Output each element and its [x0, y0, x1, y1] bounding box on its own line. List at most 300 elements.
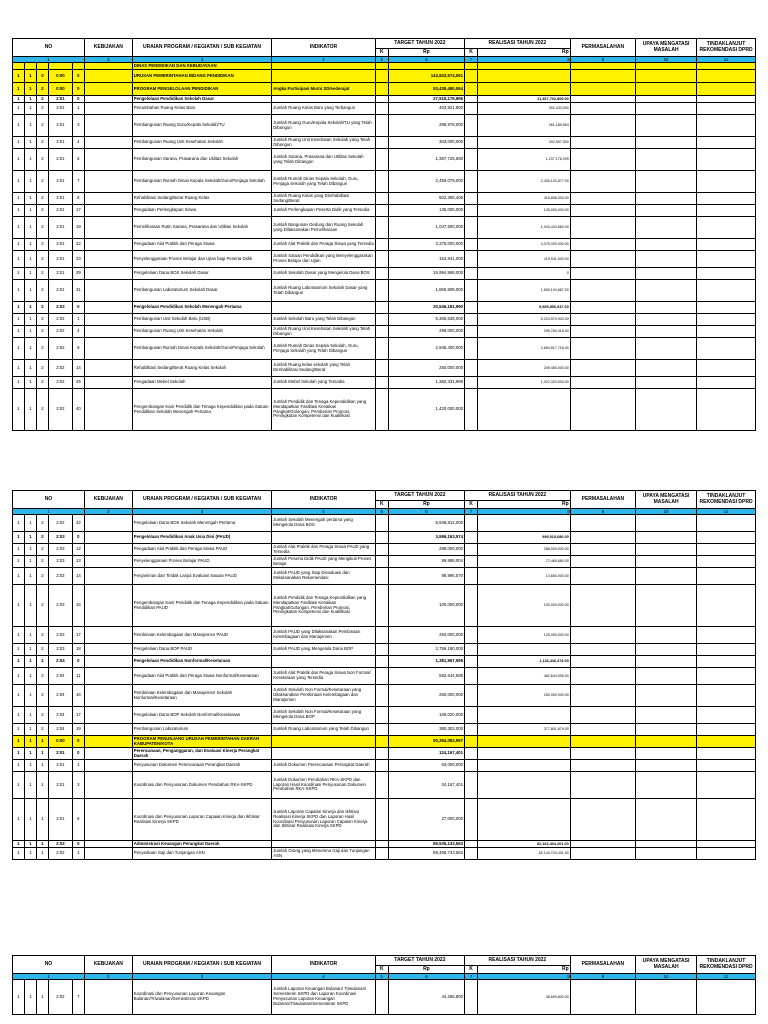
- indikator-cell: Jumlah Alat Praktik dan Peraga Siswa PAUD yang Tersedia: [272, 544, 375, 556]
- col-header-realisasi-rp: Rp: [478, 49, 571, 57]
- target-k-cell: [375, 799, 388, 841]
- uraian-cell: Koordinasi dan Penyusunan Dokumen Perubahan RKA-SKPD: [132, 772, 271, 799]
- permasalahan-cell: [570, 280, 635, 302]
- code-cell: 1: [13, 668, 25, 685]
- target-k-cell: [375, 338, 388, 360]
- target-k-cell: [375, 748, 388, 760]
- realisasi-k-cell: [465, 668, 478, 685]
- code-cell: 31: [72, 280, 84, 302]
- code-cell: [24, 63, 36, 70]
- uraian-cell: Pembangunan Laboratorium: [132, 724, 271, 736]
- uraian-cell: Rehabilitasi Sedang/Berat Ruang Kelas: [132, 193, 271, 205]
- target-rp-cell: 582,644,595: [388, 668, 464, 685]
- upaya-cell: [636, 268, 697, 280]
- realisasi-k-cell: [465, 377, 478, 389]
- col-index: 3: [132, 509, 271, 515]
- realisasi-k-cell: [465, 360, 478, 377]
- upaya-cell: [636, 772, 697, 799]
- kebijakan-cell: [84, 377, 132, 389]
- table-row: [13, 685, 756, 707]
- indikator-cell: [272, 96, 375, 103]
- code-cell: 1: [24, 556, 36, 568]
- col-index: 11: [697, 57, 756, 63]
- code-cell: 2: [36, 302, 48, 314]
- col-header-realisasi-k: K: [465, 966, 478, 974]
- kebijakan-cell: [84, 748, 132, 760]
- code-cell: 1: [13, 707, 25, 724]
- realisasi-k-cell: [465, 314, 478, 326]
- col-header-target-k: K: [375, 501, 388, 509]
- realisasi-rp-cell: 377,801,679.00: [478, 724, 571, 736]
- tindaklanjut-cell: [697, 302, 756, 314]
- code-cell: 1: [72, 103, 84, 115]
- target-k-cell: [375, 515, 388, 532]
- realisasi-rp-cell: [478, 772, 571, 799]
- upaya-cell: [636, 302, 697, 314]
- col-header-uraian: URAIAN PROGRAM / KEGIATAN / SUB KEGIATAN: [132, 39, 271, 57]
- upaya-cell: [636, 137, 697, 149]
- code-cell: 1: [13, 736, 25, 748]
- target-rp-cell: 1,047,500,000: [388, 217, 464, 239]
- col-index: 8: [478, 974, 571, 980]
- code-cell: 1: [72, 848, 84, 860]
- tindaklanjut-cell: [697, 96, 756, 103]
- col-index: 2: [84, 509, 132, 515]
- realisasi-k-cell: [465, 280, 478, 302]
- code-cell: 1: [13, 799, 25, 841]
- permasalahan-cell: [570, 360, 635, 377]
- code-cell: 1: [13, 149, 25, 171]
- upaya-cell: [636, 736, 697, 748]
- table-row: [13, 268, 756, 280]
- permasalahan-cell: [570, 149, 635, 171]
- permasalahan-cell: [570, 115, 635, 137]
- code-cell: 2: [36, 239, 48, 251]
- realisasi-k-cell: [465, 103, 478, 115]
- uraian-cell: Pengelolaan Pendidikan Nonformal/Kesetaraan: [132, 656, 271, 668]
- code-cell: 1: [36, 799, 48, 841]
- code-cell: 7: [72, 171, 84, 193]
- table-row: [13, 515, 756, 532]
- col-header-permasalahan: PERMASALAHAN: [570, 491, 635, 509]
- target-rp-cell: 3,596,163,574: [388, 532, 464, 544]
- code-cell: 1: [13, 848, 25, 860]
- tindaklanjut-cell: [697, 83, 756, 96]
- target-rp-cell: 135,000,000: [388, 205, 464, 217]
- table-row: [13, 772, 756, 799]
- target-k-cell: [375, 772, 388, 799]
- code-cell: 0: [72, 748, 84, 760]
- code-cell: 2:02: [48, 389, 72, 431]
- permasalahan-cell: [570, 70, 635, 83]
- code-cell: 0: [72, 656, 84, 668]
- code-cell: 1: [13, 239, 25, 251]
- permasalahan-cell: [570, 137, 635, 149]
- permasalahan-cell: [570, 668, 635, 685]
- code-cell: 2:02: [48, 326, 72, 338]
- code-cell: 1: [13, 656, 25, 668]
- col-index: 9: [570, 974, 635, 980]
- tindaklanjut-cell: [697, 668, 756, 685]
- table-row: [13, 748, 756, 760]
- table-row: [13, 302, 756, 314]
- realisasi-rp-cell: 295,784,418.00: [478, 326, 571, 338]
- code-cell: 1: [24, 377, 36, 389]
- col-index: 1: [13, 509, 85, 515]
- uraian-cell: Pengadaan Alat Praktik dan Peraga Siswa: [132, 239, 271, 251]
- code-cell: 2:01: [48, 115, 72, 137]
- upaya-cell: [636, 799, 697, 841]
- permasalahan-cell: [570, 338, 635, 360]
- kebijakan-cell: [84, 532, 132, 544]
- code-cell: 0: [72, 70, 84, 83]
- target-rp-cell: 502,355,406: [388, 193, 464, 205]
- indikator-cell: Jumlah Dokumen Perubahan RKA-SKPD dan Laporan Hasil Koordinasi Penyusunan Dokumen Perubahan RKA-SKPD: [272, 772, 375, 799]
- realisasi-rp-cell: 2,894,817,716.00: [478, 338, 571, 360]
- code-cell: 1: [24, 585, 36, 627]
- indikator-cell: Jumlah Laporan Capaian Kinerja dan Ikhtisar Realisasi Kinerja SKPD dan Laporan Hasil Koordinasi Penyusunan Laporan Capaian Kinerja dan Ikhtisar Realisasi Kinerja SKPD: [272, 799, 375, 841]
- program-table: [12, 490, 756, 860]
- code-cell: 1: [13, 83, 25, 96]
- realisasi-k-cell: [465, 268, 478, 280]
- indikator-cell: Jumlah Ruang Kelas Baru yang Terbangun: [272, 103, 375, 115]
- col-index: 9: [570, 57, 635, 63]
- code-cell: 2: [36, 137, 48, 149]
- permasalahan-cell: [570, 724, 635, 736]
- uraian-cell: PROGRAM PENUNJANG URUSAN PEMERINTAHAN DAERAH KABUPATEN/KOTA: [132, 736, 271, 748]
- uraian-cell: Rehabilitasi Sedang/Berat Ruang Kelas Sekolah: [132, 360, 271, 377]
- tindaklanjut-cell: [697, 772, 756, 799]
- permasalahan-cell: [570, 656, 635, 668]
- code-cell: 0:00: [48, 736, 72, 748]
- realisasi-k-cell: [465, 707, 478, 724]
- kebijakan-cell: [84, 360, 132, 377]
- code-cell: [13, 63, 25, 70]
- indikator-cell: Jumlah Bangunan Gedung dan Ruang Sekolah yang Dilaksanakan Pemeliharaan: [272, 217, 375, 239]
- uraian-cell: Penjaminan dan Tindak Lanjut Evaluasi Satuan PAUD: [132, 568, 271, 585]
- uraian-cell: Pengelolaan Pendidikan Sekolah Menengah Pertama: [132, 302, 271, 314]
- realisasi-rp-cell: 2,430,120,877.00: [478, 171, 571, 193]
- kebijakan-cell: [84, 149, 132, 171]
- indikator-cell: Jumlah Perlengkapan Peserta Didik yang Tersedia: [272, 205, 375, 217]
- realisasi-rp-cell: 5,224,570,903.00: [478, 314, 571, 326]
- tindaklanjut-cell: [697, 217, 756, 239]
- code-cell: 1: [24, 748, 36, 760]
- uraian-cell: Koordinasi dan Penyusunan Laporan Keuangan Bulanan/Triwulanan/Semesteran SKPD: [132, 980, 271, 1015]
- realisasi-rp-cell: [478, 644, 571, 656]
- uraian-cell: Pembinaan Kelembagaan dan Manajemen Sekolah Nonformal/Kesetaraan: [132, 685, 271, 707]
- target-rp-cell: 89,468,733,563: [388, 848, 464, 860]
- tindaklanjut-cell: [697, 338, 756, 360]
- table-row: [13, 280, 756, 302]
- code-cell: 2: [36, 585, 48, 627]
- tindaklanjut-cell: [697, 841, 756, 848]
- code-cell: 25: [72, 377, 84, 389]
- code-cell: 1: [24, 217, 36, 239]
- uraian-cell: Penyelenggaraan Proses Belajar dan Ujian bagi Peserta Didik: [132, 251, 271, 268]
- kebijakan-cell: [84, 644, 132, 656]
- realisasi-k-cell: [465, 760, 478, 772]
- code-cell: 2:02: [48, 980, 72, 1015]
- tindaklanjut-cell: [697, 115, 756, 137]
- uraian-cell: Pengembangan Karir Pendidik dan Tenaga Kependidikan pada Satuan Pendidikan Sekolah Menengah Pertama: [132, 389, 271, 431]
- table-row: [13, 326, 756, 338]
- realisasi-k-cell: [465, 748, 478, 760]
- code-cell: 1: [24, 568, 36, 585]
- code-cell: [48, 63, 72, 70]
- permasalahan-cell: [570, 103, 635, 115]
- code-cell: 1: [13, 103, 25, 115]
- realisasi-rp-cell: 125,000,000.00: [478, 627, 571, 644]
- code-cell: 2:03: [48, 556, 72, 568]
- indikator-cell: Jumlah Ruang Guru/Kepala Sekolah/TU yang Telah Dibangun: [272, 115, 375, 137]
- tindaklanjut-cell: [697, 585, 756, 627]
- permasalahan-cell: [570, 568, 635, 585]
- upaya-cell: [636, 280, 697, 302]
- kebijakan-cell: [84, 668, 132, 685]
- table-row: [13, 96, 756, 103]
- target-k-cell: [375, 707, 388, 724]
- permasalahan-cell: [570, 848, 635, 860]
- upaya-cell: [636, 627, 697, 644]
- code-cell: 2: [36, 96, 48, 103]
- target-rp-cell: 2,459,079,000: [388, 171, 464, 193]
- target-k-cell: [375, 568, 388, 585]
- table-row: [13, 338, 756, 360]
- tindaklanjut-cell: [697, 137, 756, 149]
- target-rp-cell: 27,000,000: [388, 799, 464, 841]
- code-cell: 2:01: [48, 205, 72, 217]
- target-k-cell: [375, 685, 388, 707]
- code-cell: 1: [13, 760, 25, 772]
- code-cell: 1: [13, 556, 25, 568]
- code-cell: 14: [72, 360, 84, 377]
- uraian-cell: Pembangunan Unit Sekolah Baru (USB): [132, 314, 271, 326]
- code-cell: 1: [24, 848, 36, 860]
- realisasi-rp-cell: 482,644,595.00: [478, 668, 571, 685]
- report-page-3: [12, 955, 756, 1015]
- kebijakan-cell: [84, 137, 132, 149]
- target-k-cell: [375, 193, 388, 205]
- code-cell: 1: [13, 205, 25, 217]
- kebijakan-cell: [84, 96, 132, 103]
- table-row: [13, 193, 756, 205]
- indikator-cell: Angka Partisipasi Murni SD/sederajat: [272, 83, 375, 96]
- target-k-cell: [375, 556, 388, 568]
- target-k-cell: [375, 137, 388, 149]
- code-cell: 1: [13, 268, 25, 280]
- indikator-cell: Jumlah Sekolah Non Formal/Kesetaraan yang Mengelola Dana BOP: [272, 707, 375, 724]
- target-k-cell: [375, 724, 388, 736]
- code-cell: 2:01: [48, 268, 72, 280]
- target-k-cell: [375, 668, 388, 685]
- uraian-cell: Penyelenggaraan Proses Belajar PAUD: [132, 556, 271, 568]
- target-rp-cell: 63,000,000: [388, 760, 464, 772]
- table-row: [13, 568, 756, 585]
- realisasi-rp-cell: 249,450,000.00: [478, 360, 571, 377]
- permasalahan-cell: [570, 980, 635, 1015]
- code-cell: 2:02: [48, 360, 72, 377]
- col-header-no: NO: [13, 39, 85, 57]
- kebijakan-cell: [84, 627, 132, 644]
- realisasi-rp-cell: 0: [478, 268, 571, 280]
- uraian-cell: Pengelolaan Dana BOP Sekolah Nonformal/Kesetaraan: [132, 707, 271, 724]
- permasalahan-cell: [570, 760, 635, 772]
- code-cell: 2: [36, 103, 48, 115]
- col-index: 10: [636, 57, 697, 63]
- code-cell: 1: [13, 532, 25, 544]
- table-row: [13, 980, 756, 1015]
- code-cell: 18: [72, 644, 84, 656]
- upaya-cell: [636, 103, 697, 115]
- code-cell: 23: [72, 251, 84, 268]
- code-cell: 4: [72, 326, 84, 338]
- col-header-no: NO: [13, 491, 85, 509]
- target-k-cell: [375, 326, 388, 338]
- upaya-cell: [636, 668, 697, 685]
- kebijakan-cell: [84, 103, 132, 115]
- col-index: 9: [570, 509, 635, 515]
- upaya-cell: [636, 568, 697, 585]
- kebijakan-cell: [84, 251, 132, 268]
- code-cell: 1: [24, 760, 36, 772]
- realisasi-rp-cell: [478, 707, 571, 724]
- realisasi-rp-cell: 415,806,000.00: [478, 193, 571, 205]
- target-k-cell: [375, 63, 388, 70]
- realisasi-k-cell: [465, 841, 478, 848]
- code-cell: 1: [24, 70, 36, 83]
- kebijakan-cell: [84, 515, 132, 532]
- target-k-cell: [375, 760, 388, 772]
- realisasi-rp-cell: 82,144,704,431.00: [478, 848, 571, 860]
- target-rp-cell: 380,303,000: [388, 724, 464, 736]
- target-rp-cell: 1,865,808,000: [388, 280, 464, 302]
- code-cell: 1: [24, 841, 36, 848]
- upaya-cell: [636, 239, 697, 251]
- code-cell: 2: [36, 280, 48, 302]
- code-cell: 2:01: [48, 193, 72, 205]
- kebijakan-cell: [84, 980, 132, 1015]
- table-row: [13, 724, 756, 736]
- code-cell: 2:01: [48, 748, 72, 760]
- uraian-cell: URUSAN PEMERINTAHAN BIDANG PENDIDIKAN: [132, 70, 271, 83]
- permasalahan-cell: [570, 685, 635, 707]
- realisasi-rp-cell: 288,000,000.00: [478, 544, 571, 556]
- code-cell: 1: [13, 96, 25, 103]
- tindaklanjut-cell: [697, 748, 756, 760]
- col-index: 3: [132, 57, 271, 63]
- code-cell: 1: [24, 268, 36, 280]
- tindaklanjut-cell: [697, 239, 756, 251]
- uraian-cell: Pembangunan Rumah Dinas Kepala Sekolah/Guru/Penjaga Sekolah: [132, 171, 271, 193]
- target-k-cell: [375, 627, 388, 644]
- col-header-target: TARGET TAHUN 2022: [375, 39, 464, 49]
- realisasi-rp-cell: 11,367,702,809.00: [478, 96, 571, 103]
- permasalahan-cell: [570, 205, 635, 217]
- kebijakan-cell: [84, 799, 132, 841]
- kebijakan-cell: [84, 268, 132, 280]
- code-cell: 0: [72, 532, 84, 544]
- tindaklanjut-cell: [697, 724, 756, 736]
- realisasi-k-cell: [465, 736, 478, 748]
- indikator-cell: Jumlah Ruang Kelas yang Direhabilitasi Sedang/Berat: [272, 193, 375, 205]
- tindaklanjut-cell: [697, 627, 756, 644]
- indikator-cell: [272, 736, 375, 748]
- tindaklanjut-cell: [697, 63, 756, 70]
- target-k-cell: [375, 239, 388, 251]
- upaya-cell: [636, 149, 697, 171]
- code-cell: 2:03: [48, 627, 72, 644]
- table-row: [13, 103, 756, 115]
- uraian-cell: Pemeliharaan Rutin Sarana, Prasarana dan Utilitas Sekolah: [132, 217, 271, 239]
- permasalahan-cell: [570, 799, 635, 841]
- code-cell: 1: [24, 280, 36, 302]
- indikator-cell: Jumlah Sekolah Baru yang Telah Dibangun: [272, 314, 375, 326]
- code-cell: 1: [72, 314, 84, 326]
- target-rp-cell: 1,381,967,595: [388, 656, 464, 668]
- target-rp-cell: 303,000,000: [388, 137, 464, 149]
- code-cell: 1: [13, 338, 25, 360]
- indikator-cell: [272, 532, 375, 544]
- code-cell: 1: [24, 532, 36, 544]
- kebijakan-cell: [84, 772, 132, 799]
- target-rp-cell: 100,000,000: [388, 585, 464, 627]
- table-row: [13, 644, 756, 656]
- code-cell: 1: [13, 217, 25, 239]
- code-cell: 2: [36, 83, 48, 96]
- upaya-cell: [636, 515, 697, 532]
- indikator-cell: Jumlah Sekolah Non Formal/Kesetaraan yang Dilaksanakan Pembinaan Kelembagaan dan Manajemen: [272, 685, 375, 707]
- kebijakan-cell: [84, 217, 132, 239]
- table-row: [13, 556, 756, 568]
- target-rp-cell: 90,394,083,997: [388, 736, 464, 748]
- kebijakan-cell: [84, 115, 132, 137]
- target-rp-cell: 2,756,180,000: [388, 644, 464, 656]
- code-cell: 2: [36, 627, 48, 644]
- code-cell: 2: [36, 217, 48, 239]
- indikator-cell: Jumlah Peserta Didik PAUD yang Mengikuti Proses Belajar: [272, 556, 375, 568]
- indikator-cell: Jumlah PAUD yang Siap Dievaluasi dan Melaksanakan Rekomendasi: [272, 568, 375, 585]
- col-header-kebijakan: KEBIJAKAN: [84, 956, 132, 974]
- indikator-cell: Jumlah Alat Praktik dan Peraga Siswa yang Tersedia: [272, 239, 375, 251]
- upaya-cell: [636, 556, 697, 568]
- permasalahan-cell: [570, 239, 635, 251]
- realisasi-k-cell: [465, 70, 478, 83]
- realisasi-rp-cell: 119,941,000.00: [478, 251, 571, 268]
- tindaklanjut-cell: [697, 251, 756, 268]
- realisasi-k-cell: [465, 205, 478, 217]
- table-row: [13, 137, 756, 149]
- target-rp-cell: 169,020,000: [388, 707, 464, 724]
- code-cell: 2: [36, 326, 48, 338]
- permasalahan-cell: [570, 314, 635, 326]
- col-index: 4: [272, 974, 375, 980]
- code-cell: 1: [36, 736, 48, 748]
- uraian-cell: Pengadaan Alat Praktik dan Peraga Siswa Nonformal/Kesetaraan: [132, 668, 271, 685]
- col-header-realisasi: REALISASI TAHUN 2022: [465, 956, 571, 966]
- code-cell: 2: [36, 314, 48, 326]
- table-row: [13, 377, 756, 389]
- upaya-cell: [636, 251, 697, 268]
- realisasi-k-cell: [465, 63, 478, 70]
- permasalahan-cell: [570, 556, 635, 568]
- col-header-kebijakan: KEBIJAKAN: [84, 39, 132, 57]
- target-rp-cell: 53,439,490,064: [388, 83, 464, 96]
- uraian-cell: Pengadaan Mebel Sekolah: [132, 377, 271, 389]
- col-index: 6: [388, 57, 464, 63]
- col-header-target: TARGET TAHUN 2022: [375, 491, 464, 501]
- table-row: [13, 389, 756, 431]
